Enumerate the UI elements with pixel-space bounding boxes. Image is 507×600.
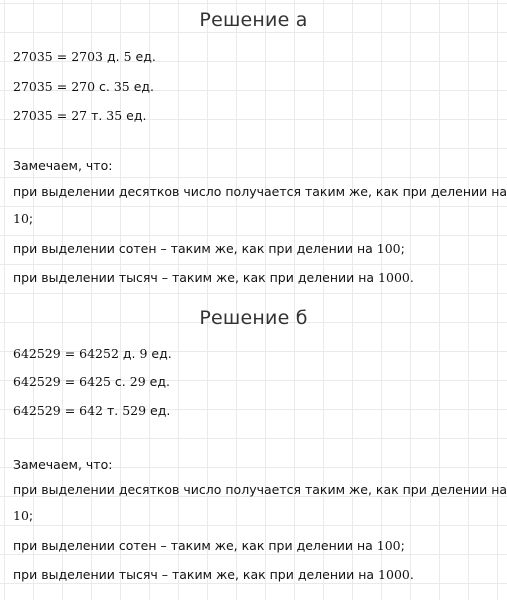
note-punctuation: ; bbox=[28, 211, 34, 226]
note-punctuation: ; bbox=[400, 241, 405, 256]
equation-value: 29 bbox=[129, 374, 146, 389]
equation-lhs: 27035 bbox=[13, 108, 53, 123]
note-number: 10 bbox=[13, 508, 29, 523]
section-b-title: Решение б bbox=[199, 307, 308, 329]
section-b-equation-3 bbox=[13, 403, 170, 419]
section-a-equation-3 bbox=[13, 108, 146, 124]
note-number: 1000 bbox=[378, 270, 410, 285]
section-a-equation-2 bbox=[13, 79, 154, 95]
unit-label: ед. bbox=[129, 79, 155, 94]
equation-value: 529 bbox=[122, 403, 147, 418]
section-b-equation-1 bbox=[13, 346, 172, 362]
section-b-note-1-text: при выделении десятков число получается таким же, как при делении на bbox=[13, 482, 507, 497]
note-punctuation: ; bbox=[400, 538, 405, 553]
note-number: 100 bbox=[376, 538, 401, 553]
note-number: 10 bbox=[13, 211, 29, 226]
note-number: 100 bbox=[376, 241, 401, 256]
equals-sign: = bbox=[60, 374, 80, 389]
note-punctuation: . bbox=[409, 567, 414, 582]
note-number: 1000 bbox=[378, 567, 410, 582]
section-a-note-1-continuation bbox=[13, 211, 33, 227]
equation-lhs: 27035 bbox=[13, 79, 53, 94]
note-text: при выделении сотен – таким же, как при делении на bbox=[13, 241, 377, 256]
section-a-note-3 bbox=[13, 270, 414, 286]
equation-lhs: 642529 bbox=[13, 403, 61, 418]
unit-label: ед. bbox=[146, 403, 171, 418]
equation-lhs: 642529 bbox=[13, 374, 61, 389]
section-b-note-3 bbox=[13, 567, 414, 583]
note-text: при выделении тысяч – таким же, как при делении на bbox=[13, 567, 379, 582]
unit-label: т. bbox=[103, 403, 123, 418]
section-a-equation-1 bbox=[13, 49, 156, 65]
equals-sign: = bbox=[52, 79, 72, 94]
equation-value: 642 bbox=[79, 403, 103, 418]
equation-lhs: 27035 bbox=[13, 49, 53, 64]
equation-value: 6425 bbox=[79, 374, 111, 389]
note-punctuation: ; bbox=[28, 508, 34, 523]
note-text: при выделении тысяч – таким же, как при делении на bbox=[13, 270, 379, 285]
equals-sign: = bbox=[52, 108, 72, 123]
equals-sign: = bbox=[60, 403, 80, 418]
section-b-equation-2 bbox=[13, 374, 170, 390]
equation-value: 9 bbox=[139, 346, 148, 361]
section-a-note-intro: Замечаем, что: bbox=[13, 158, 113, 173]
section-b-note-intro: Замечаем, что: bbox=[13, 457, 113, 472]
note-text: при выделении сотен – таким же, как при делении на bbox=[13, 538, 377, 553]
equation-value: 27 bbox=[71, 108, 88, 123]
equation-value: 2703 bbox=[71, 49, 103, 64]
section-b-note-2 bbox=[13, 538, 405, 554]
section-a-title: Решение а bbox=[199, 9, 308, 31]
equation-value: 64252 bbox=[79, 346, 119, 361]
section-a-note-2 bbox=[13, 241, 405, 257]
equation-value: 35 bbox=[106, 108, 123, 123]
section-a-note-1-text: при выделении десятков число получается таким же, как при делении на bbox=[13, 184, 507, 199]
equation-value: 270 bbox=[71, 79, 96, 94]
equation-lhs: 642529 bbox=[13, 346, 61, 361]
equals-sign: = bbox=[60, 346, 80, 361]
equals-sign: = bbox=[52, 49, 72, 64]
equation-value: 35 bbox=[113, 79, 130, 94]
unit-label: т. bbox=[87, 108, 107, 123]
unit-label: д. bbox=[118, 346, 140, 361]
note-punctuation: . bbox=[409, 270, 414, 285]
unit-label: с. bbox=[95, 79, 114, 94]
unit-label: с. bbox=[110, 374, 130, 389]
unit-label: ед. bbox=[131, 49, 156, 64]
unit-label: ед. bbox=[145, 374, 170, 389]
equation-value: 5 bbox=[123, 49, 132, 64]
unit-label: ед. bbox=[147, 346, 172, 361]
unit-label: д. bbox=[103, 49, 124, 64]
section-b-note-1-continuation bbox=[13, 508, 33, 524]
unit-label: ед. bbox=[122, 108, 147, 123]
